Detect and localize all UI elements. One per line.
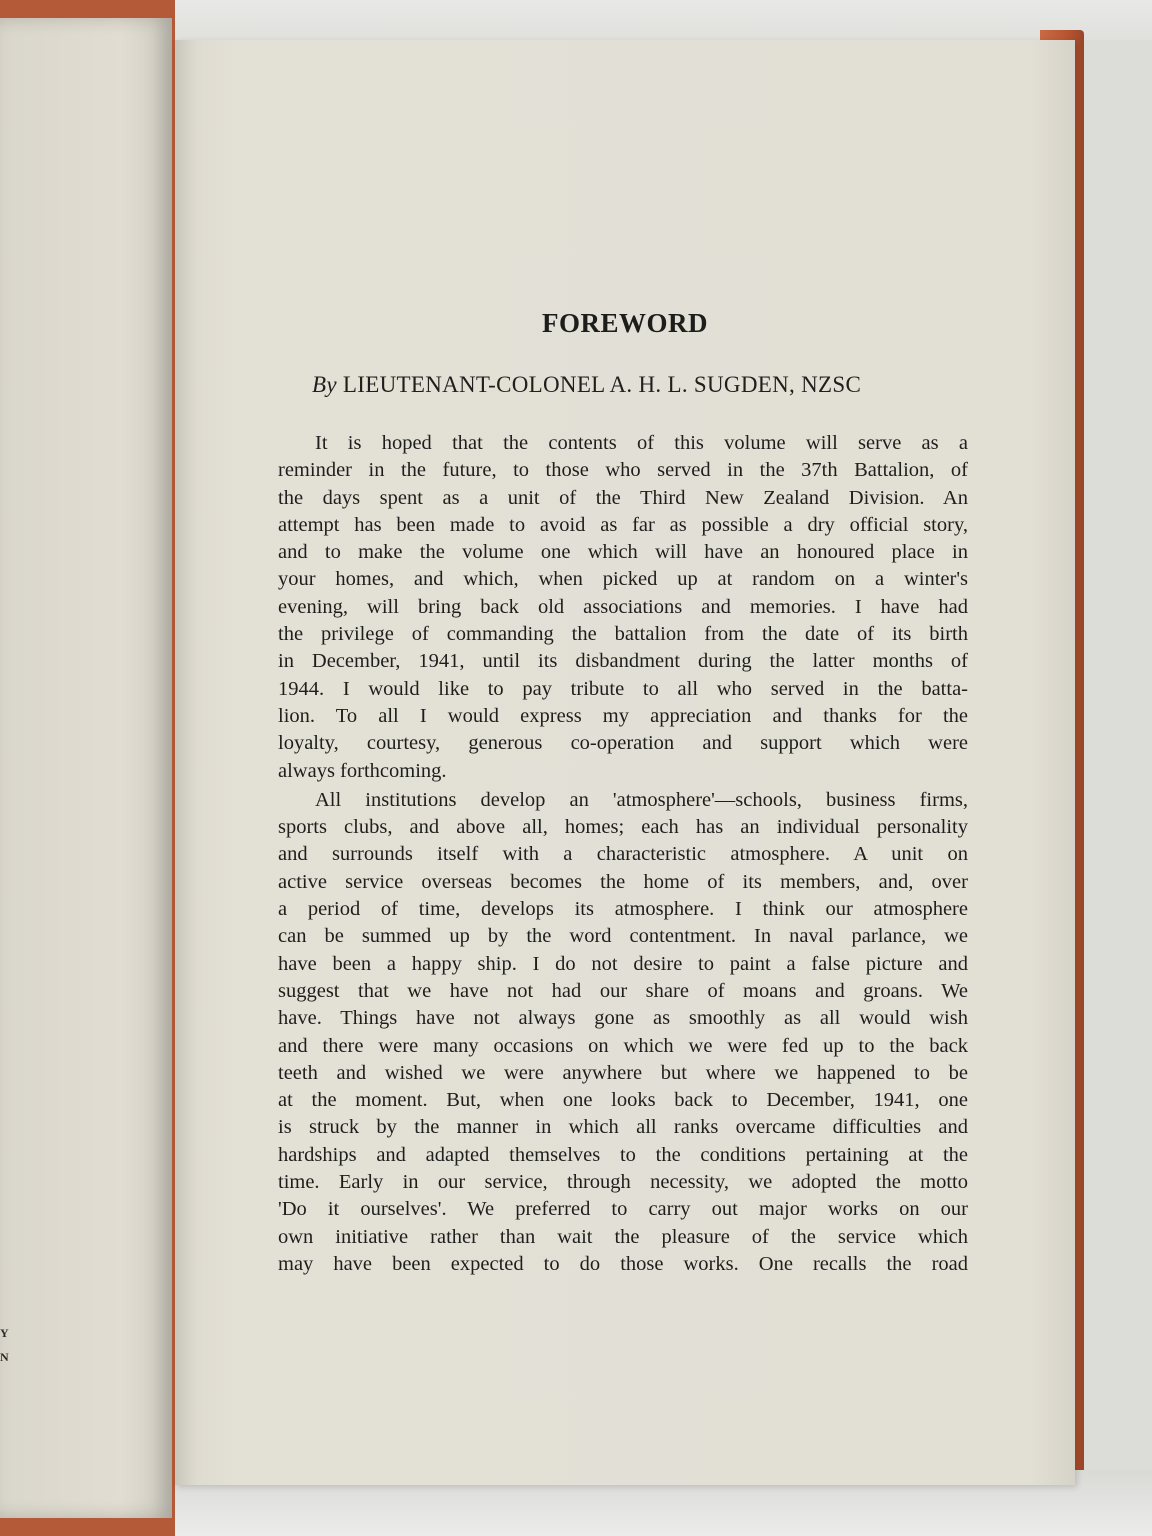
text-line: have. Things have not always gone as smoothly as all would wish	[278, 1007, 968, 1030]
text-line: and surrounds itself with a characteristic atmosphere. A unit on	[278, 843, 968, 866]
body-text	[278, 430, 968, 1280]
byline-prefix: By	[312, 372, 337, 397]
text-line: active service overseas becomes the home of its members, and, over	[278, 870, 968, 893]
text-line: own initiative rather than wait the pleasure of the service which	[278, 1225, 968, 1248]
text-line: and there were many occasions on which we were fed up to the back	[278, 1034, 968, 1057]
byline-author: LIEUTENANT-COLONEL A. H. L. SUGDEN, NZSC	[342, 372, 862, 397]
text-line: and to make the volume one which will have an honoured place in	[278, 541, 968, 564]
paragraph-1	[278, 430, 968, 785]
text-line: evening, will bring back old associations and memories. I have had	[278, 595, 968, 618]
page-title: FOREWORD	[542, 308, 708, 338]
text-line: reminder in the future, to those who served in the 37th Battalion, of	[278, 459, 968, 482]
text-line: sports clubs, and above all, homes; each has an individual personality	[278, 816, 968, 839]
text-line: hardships and adapted themselves to the conditions pertaining at the	[278, 1143, 968, 1166]
text-line: always forthcoming.	[278, 759, 447, 782]
text-line: a period of time, develops its atmosphere. I think our atmosphere	[278, 898, 968, 921]
text-line: may have been expected to do those works. One recalls the road	[278, 1252, 968, 1275]
text-line: lion. To all I would express my appreciation and thanks for the	[278, 704, 968, 727]
text-line: is struck by the manner in which all ranks overcame difficulties and	[278, 1116, 968, 1139]
left-page	[0, 18, 172, 1518]
text-line: the privilege of commanding the battalion from the date of its birth	[278, 623, 968, 646]
text-line: attempt has been made to avoid as far as possible a dry official story,	[278, 513, 968, 536]
paragraph-2	[278, 787, 968, 1278]
text-line: at the moment. But, when one looks back to December, 1941, one	[278, 1089, 968, 1112]
text-line: your homes, and which, when picked up at random on a winter's	[278, 568, 968, 591]
text-line: the days spent as a unit of the Third New Zealand Division. An	[278, 486, 968, 509]
byline	[312, 372, 952, 398]
text-line: can be summed up by the word contentment. In naval parlance, we	[278, 925, 968, 948]
text-line: loyalty, courtesy, generous co-operation and support which were	[278, 732, 968, 755]
text-line: It is hoped that the contents of this volume will serve as a	[315, 432, 968, 454]
text-line: time. Early in our service, through necessity, we adopted the motto	[278, 1171, 968, 1194]
text-line: have been a happy ship. I do not desire to paint a false picture and	[278, 952, 968, 975]
text-line: suggest that we have not had our share of moans and groans. We	[278, 979, 968, 1002]
text-line: All institutions develop an 'atmosphere'—schools, business firms,	[315, 788, 968, 811]
text-line: 1944. I would like to pay tribute to all who served in the batta-	[278, 677, 968, 700]
text-line: 'Do it ourselves'. We preferred to carry out major works on our	[278, 1198, 968, 1221]
margin-fragment: Y	[0, 1326, 10, 1340]
margin-fragment: N	[0, 1350, 10, 1364]
text-line: teeth and wished we were anywhere but where we happened to be	[278, 1061, 968, 1084]
text-line: in December, 1941, until its disbandment during the latter months of	[278, 650, 968, 673]
